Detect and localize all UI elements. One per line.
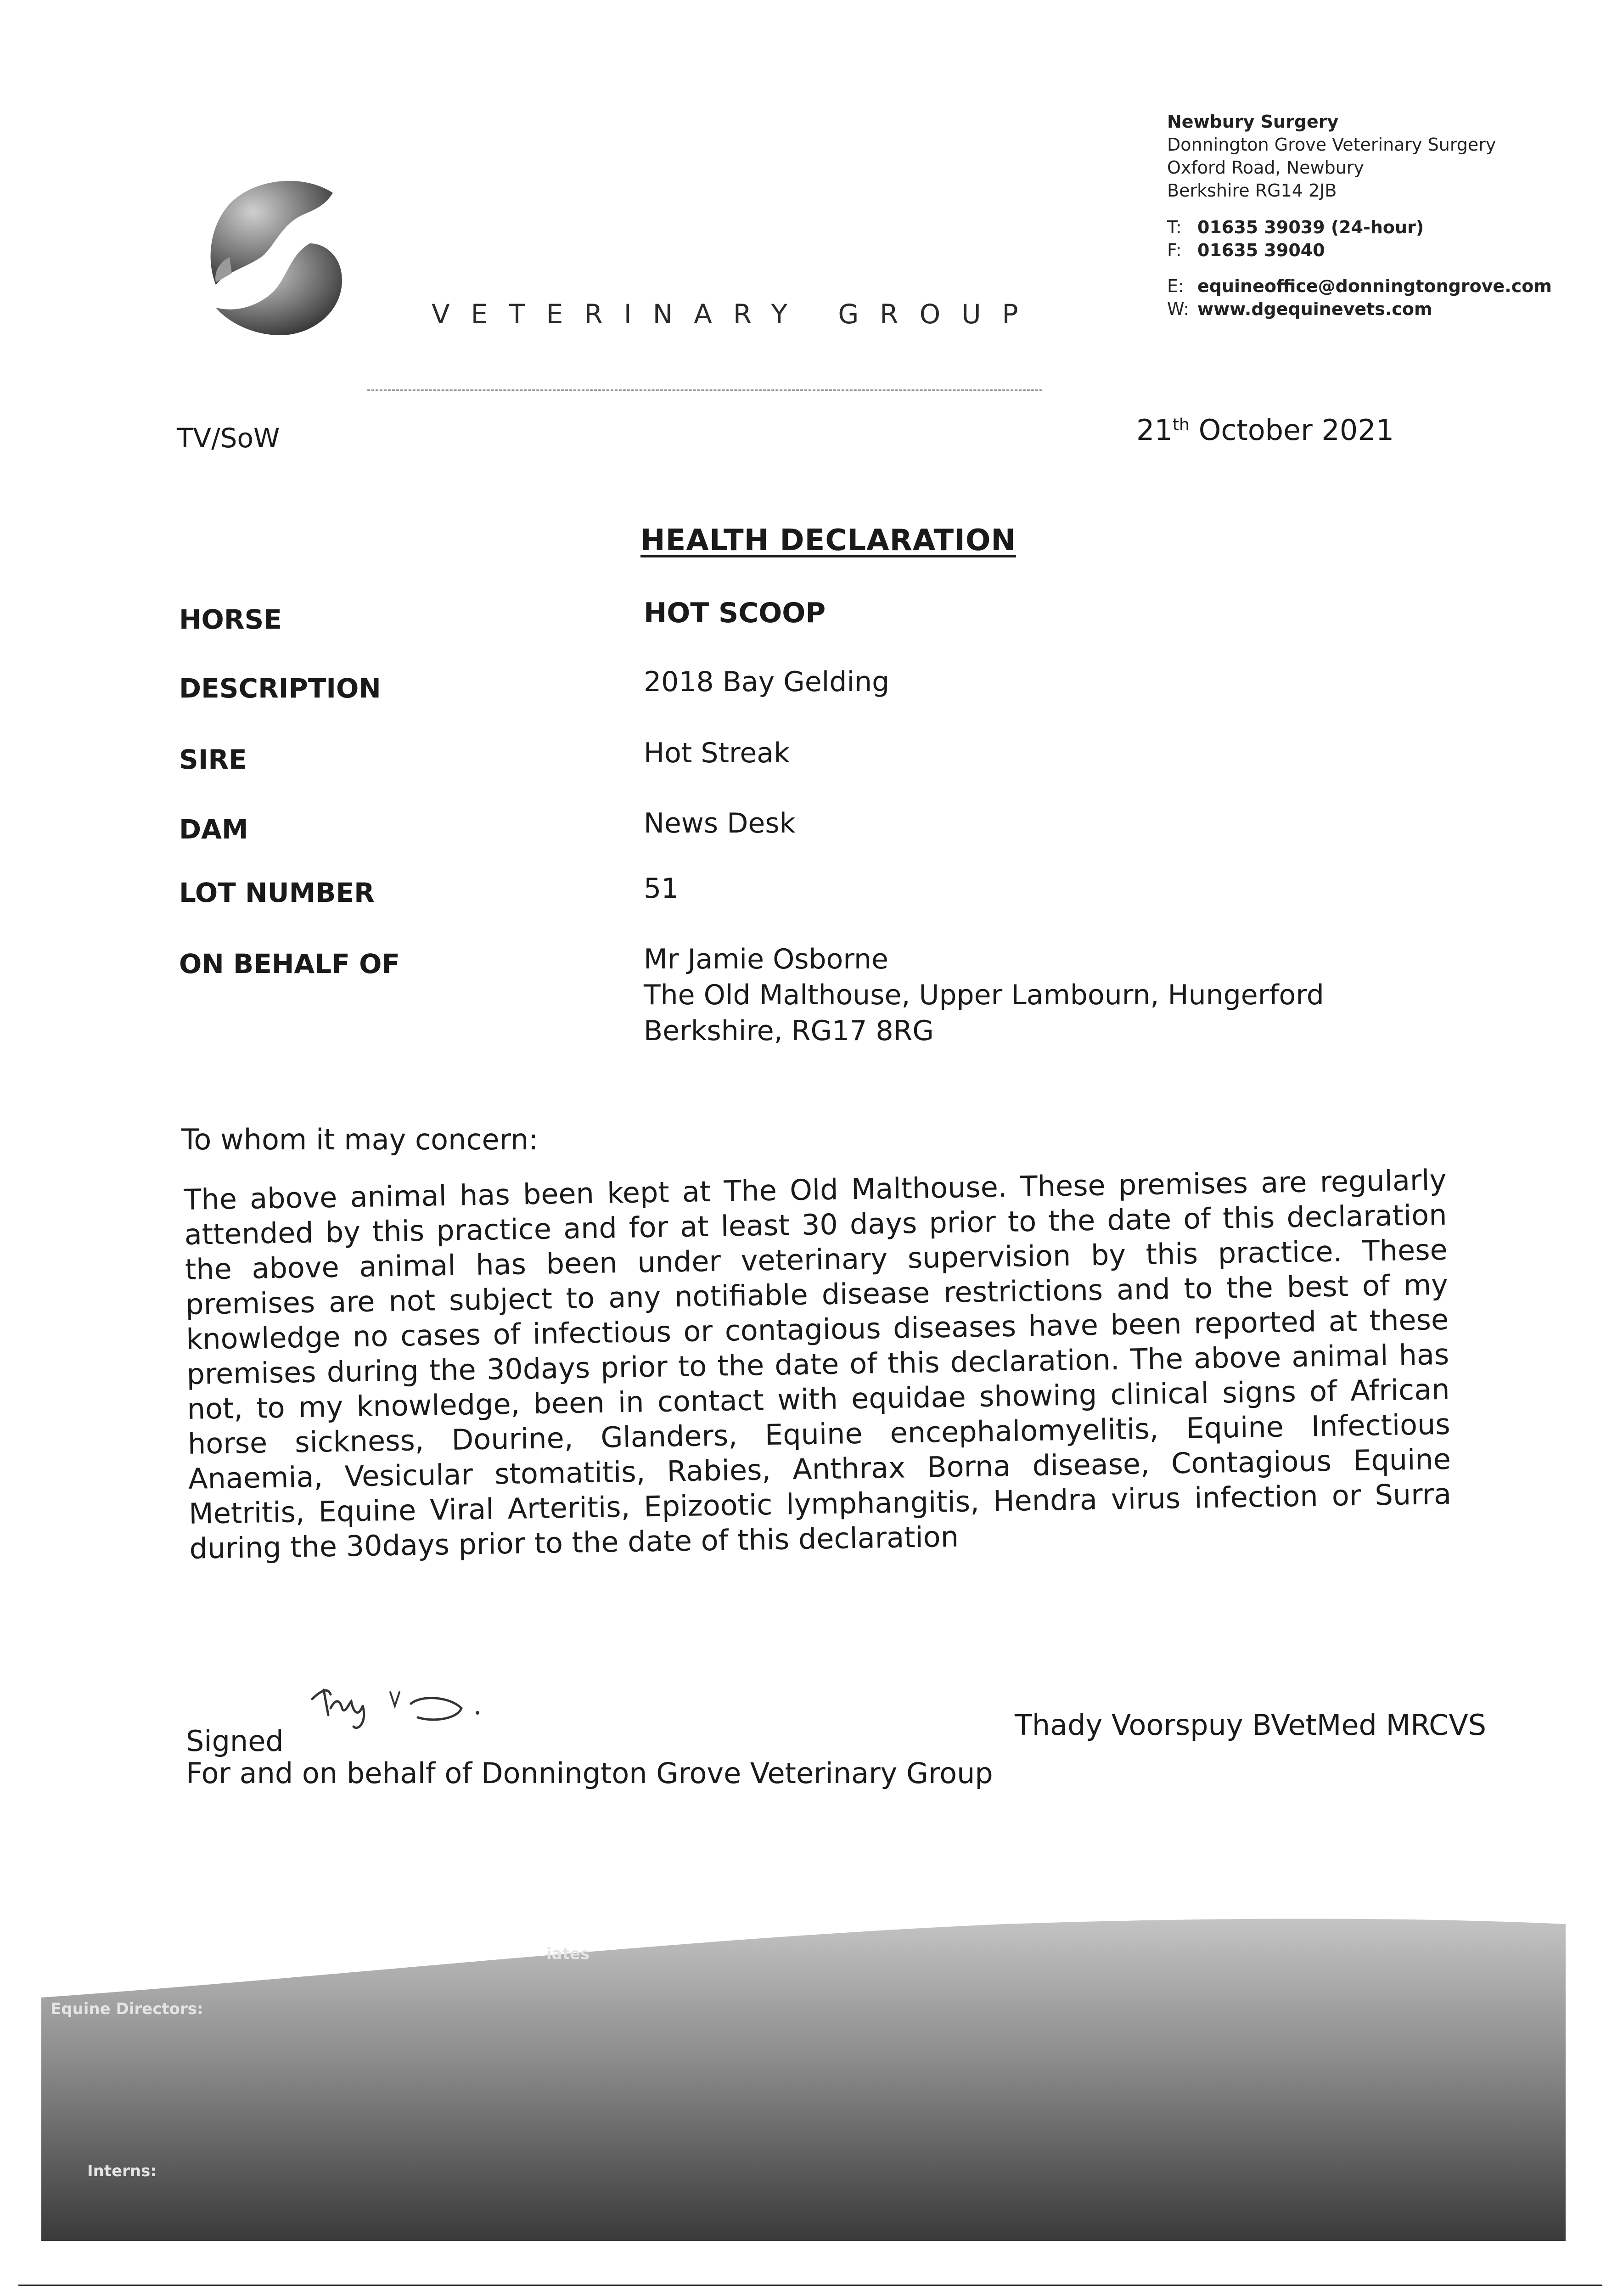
signed-label: Signed <box>186 1724 284 1758</box>
date-rest: October 2021 <box>1198 413 1394 447</box>
field-value-sire: Hot Streak <box>644 737 790 769</box>
field-label-dam: DAM <box>179 814 248 845</box>
footer-associates-label: iates <box>546 1945 590 1963</box>
letterhead-divider <box>367 389 1042 391</box>
contact-web <box>1167 298 1432 321</box>
date-suffix: th <box>1172 415 1190 434</box>
fax-number: 01635 39040 <box>1197 240 1325 260</box>
field-value-dam: News Desk <box>644 807 796 839</box>
contact-fax <box>1167 239 1325 262</box>
date-day: 21 <box>1136 413 1173 447</box>
field-label-horse: HORSE <box>179 604 282 635</box>
letterhead-brand: VETERINARY GROUP <box>432 298 1039 330</box>
declaration-paragraph: The above animal has been kept at The Old Malthouse. These premises are regularly attended by this practice and for at least 30 days prior to the date of this declaration the above animal has been under veterinary supervision by this practice. These premises are not subject to any notifiable disease restrictions and to the best of my knowledge no cases of infectious or contagious diseases have been reported at these premises during the 30days prior to the date of this declaration. The above animal has not, to my knowledge, been in contact with equidae showing clinical signs of African horse sickness, Dourine, Glanders, Equine encephalomyelitis, Equine Infectious Anaemia, Vesicular stomatitis, Rabies, Anthrax Borna disease, Contagious Equine Metritis, Equine Viral Arteritis, Epizootic lymphangitis, Hendra virus infection or Surra during the 30days prior to the date of this declaration <box>184 1163 1452 1565</box>
footer-directors-label: Equine Directors: <box>51 2000 203 2018</box>
owner-line: The Old Malthouse, Upper Lambourn, Hungerford <box>644 979 1324 1011</box>
web-address: www.dgequinevets.com <box>1197 299 1432 319</box>
address-line: Donnington Grove Veterinary Surgery <box>1167 135 1496 155</box>
field-value-description: 2018 Bay Gelding <box>644 666 890 698</box>
on-behalf-line: For and on behalf of Donnington Grove Veterinary Group <box>186 1756 993 1790</box>
address-line: Oxford Road, Newbury <box>1167 158 1364 178</box>
document-title: HEALTH DECLARATION <box>640 523 1016 557</box>
fax-label: F: <box>1167 240 1182 260</box>
letter-reference: TV/SoW <box>177 422 280 454</box>
letter-date <box>1136 413 1394 447</box>
field-label-description: DESCRIPTION <box>179 673 381 704</box>
footer-background <box>41 1910 1566 2241</box>
address-line: Berkshire RG14 2JB <box>1167 180 1337 201</box>
field-label-on-behalf-of: ON BEHALF OF <box>179 948 400 979</box>
contact-phone <box>1167 216 1424 239</box>
web-label: W: <box>1167 299 1190 319</box>
handwritten-signature <box>303 1671 510 1745</box>
phone-number: 01635 39039 (24-hour) <box>1197 217 1424 237</box>
footer-interns-label: Interns: <box>87 2162 157 2180</box>
surgery-name: Newbury Surgery <box>1167 112 1339 132</box>
contact-email <box>1167 275 1552 298</box>
signer-name: Thady Voorspuy BVetMed MRCVS <box>1015 1708 1487 1742</box>
field-value-on-behalf-of <box>644 941 1324 1049</box>
veterinary-group-logo <box>195 174 370 349</box>
page-bottom-rule <box>18 2285 1602 2286</box>
greeting: To whom it may concern: <box>181 1123 539 1156</box>
field-label-lot-number: LOT NUMBER <box>179 877 375 908</box>
field-label-sire: SIRE <box>179 744 247 775</box>
email-label: E: <box>1167 276 1184 296</box>
field-value-lot-number: 51 <box>644 872 679 905</box>
email-address: equineoffice@donningtongrove.com <box>1197 276 1552 296</box>
field-value-horse: HOT SCOOP <box>644 597 826 629</box>
owner-line: Mr Jamie Osborne <box>644 943 888 975</box>
phone-label: T: <box>1167 217 1182 237</box>
owner-line: Berkshire, RG17 8RG <box>644 1015 934 1047</box>
footer-band <box>41 1910 1566 2241</box>
surgery-address <box>1167 110 1496 202</box>
